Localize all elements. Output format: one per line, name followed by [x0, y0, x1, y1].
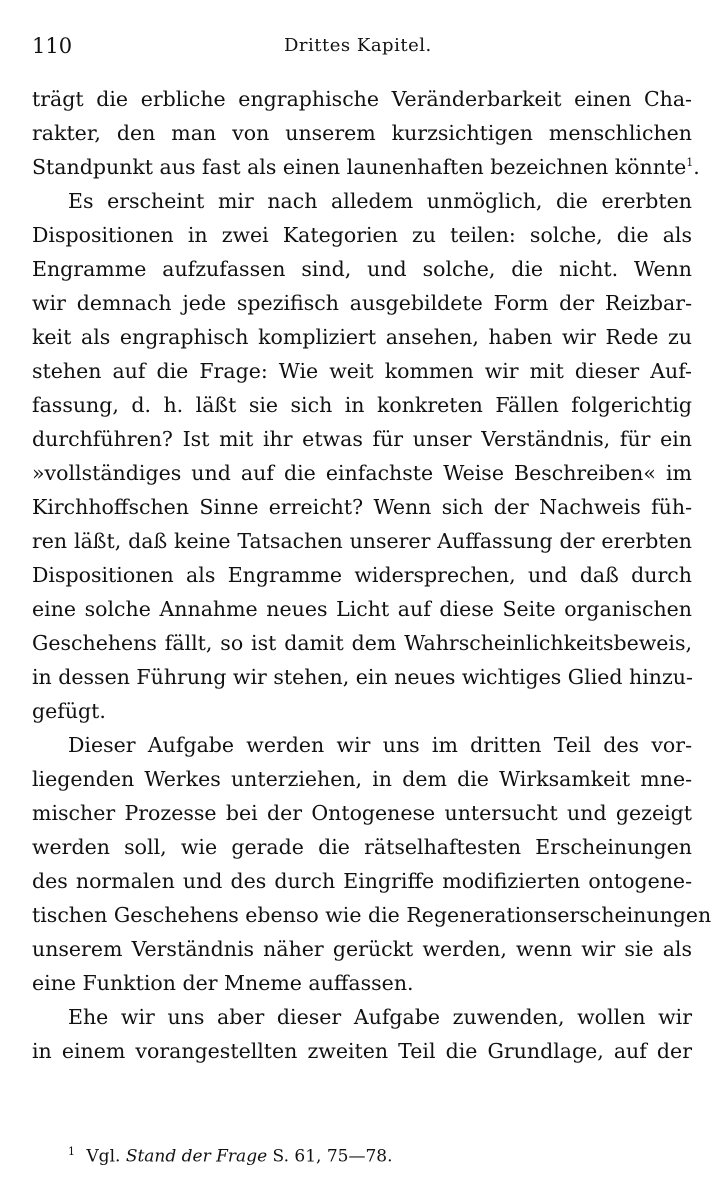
text-line: Dieser Aufgabe werden wir uns im dritten Teil des vor- — [68, 733, 692, 757]
footnote — [68, 1140, 393, 1169]
text-line: tischen Geschehens ebenso wie die Regenerationserscheinungen — [32, 903, 712, 927]
footnote-cited-title: Stand der Frage — [125, 1146, 268, 1167]
text-line: liegenden Werkes unterziehen, in dem die Wirksamkeit mne- — [32, 767, 692, 791]
text-line: Geschehens fällt, so ist damit dem Wahrscheinlichkeitsbeweis, — [32, 631, 692, 655]
text-line: »vollständiges und auf die einfachste Weise Beschreiben« im — [32, 461, 692, 485]
footnote-reference[interactable]: 1 — [686, 156, 694, 170]
text-line: Es erscheint mir nach alledem unmöglich, die ererbten — [68, 189, 692, 213]
text-line: unserem Verständnis näher gerückt werden, wenn wir sie als — [32, 937, 692, 961]
text-line: des normalen und des durch Eingriffe modifizierten ontogene- — [32, 869, 692, 893]
text-line: Standpunkt aus fast als einen launenhaften bezeichnen könnte — [32, 155, 687, 179]
text-line: mischer Prozesse bei der Ontogenese untersucht und gezeigt — [32, 801, 692, 825]
page-number: 110 — [32, 34, 73, 58]
text-line: in dessen Führung wir stehen, ein neues wichtiges Glied hinzu- — [32, 665, 693, 689]
text-line: eine Funktion der Mneme auffassen. — [32, 971, 414, 995]
text-line-with-footnote — [32, 150, 700, 184]
text-line: rakter, den man von unserem kurzsichtigen menschlichen — [32, 121, 692, 145]
text-line: Kirchhoffschen Sinne erreicht? Wenn sich der Nachweis füh- — [32, 495, 692, 519]
text-line: gefügt. — [32, 699, 106, 723]
footnote-mark: 1 — [68, 1145, 75, 1158]
text-line: fassung, d. h. läßt sie sich in konkreten Fällen folgerichtig — [32, 393, 692, 417]
sentence-period: . — [693, 155, 700, 179]
page-header — [32, 33, 687, 59]
text-line: werden soll, wie gerade die rätselhaftesten Erscheinungen — [32, 835, 692, 859]
body-text — [32, 82, 712, 1068]
text-line: in einem vorangestellten zweiten Teil die Grundlage, auf der — [32, 1039, 692, 1063]
text-line: durchführen? Ist mit ihr etwas für unser Verständnis, für ein — [32, 427, 692, 451]
running-title: Drittes Kapitel. — [284, 35, 432, 56]
text-line: Dispositionen in zwei Kategorien zu teilen: solche, die als — [32, 223, 692, 247]
text-line: Ehe wir uns aber dieser Aufgabe zuwenden, wollen wir — [68, 1005, 692, 1029]
text-line: keit als engraphisch kompliziert ansehen, haben wir Rede zu — [32, 325, 692, 349]
text-line: ren läßt, daß keine Tatsachen unserer Auffassung der ererbten — [32, 529, 692, 553]
text-line: wir demnach jede spezifisch ausgebildete Form der Reizbar- — [32, 291, 692, 315]
text-line: trägt die erbliche engraphische Veränderbarkeit einen Cha- — [32, 87, 692, 111]
footnote-prefix: Vgl. — [86, 1146, 121, 1167]
text-line: eine solche Annahme neues Licht auf diese Seite organischen — [32, 597, 692, 621]
text-line: Dispositionen als Engramme widersprechen, und daß durch — [32, 563, 692, 587]
text-line: Engramme aufzufassen sind, und solche, die nicht. Wenn — [32, 257, 692, 281]
text-line: stehen auf die Frage: Wie weit kommen wir mit dieser Auf- — [32, 359, 692, 383]
footnote-pages: S. 61, 75—78. — [272, 1146, 393, 1167]
